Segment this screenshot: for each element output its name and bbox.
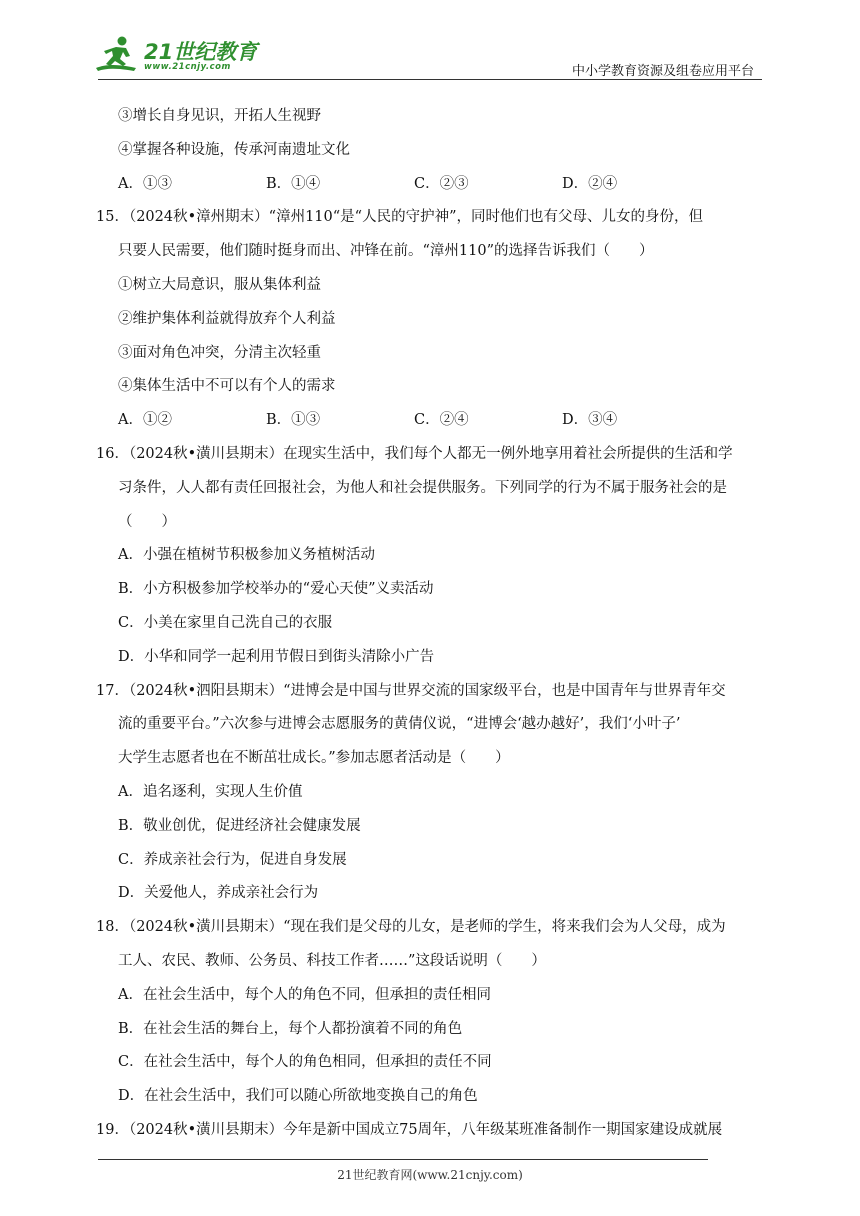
answer-statement: ④掌握各种设施，传承河南遗址文化 xyxy=(118,141,350,158)
question-stem: 大学生志愿者也在不断茁壮成长。”参加志愿者活动是（ ） xyxy=(118,750,510,767)
option-b: B．小方积极参加学校举办的“爱心天使”义卖活动 xyxy=(118,581,434,598)
option-c: C．在社会生活中，每个人的角色相同，但承担的责任不同 xyxy=(118,1054,492,1071)
question-stem: 19．（2024秋•潢川县期末）今年是新中国成立75周年，八年级某班准备制作一期国家建设成就展 xyxy=(96,1121,723,1138)
answer-options xyxy=(118,168,768,202)
option-b: B．敬业创优，促进经济社会健康发展 xyxy=(118,817,361,834)
answer-statement: ③面对角色冲突，分清主次轻重 xyxy=(118,344,321,361)
footer-divider xyxy=(98,1159,708,1160)
option-d: D．小华和同学一起利用节假日到街头清除小广告 xyxy=(118,648,435,665)
question-stem: 16．（2024秋•潢川县期末）在现实生活中，我们每个人都无一例外地享用着社会所提供的生活和学 xyxy=(96,445,733,462)
answer-statement: ③增长自身见识，开拓人生视野 xyxy=(118,108,321,124)
option-a: A．①② xyxy=(118,412,172,429)
option-d: D．②④ xyxy=(562,175,618,192)
option-c: C．小美在家里自己洗自己的衣服 xyxy=(118,614,333,631)
runner-logo-icon xyxy=(92,34,144,78)
answer-statement: ①树立大局意识，服从集体利益 xyxy=(118,276,321,293)
question-stem: 17．（2024秋•泗阳县期末）“进博会是中国与世界交流的国家级平台，也是中国青年与世界青年交 xyxy=(96,682,726,699)
platform-name: 中小学教育资源及组卷应用平台 xyxy=(571,64,754,79)
logo xyxy=(92,34,262,78)
option-a: A．追名逐利，实现人生价值 xyxy=(118,783,303,800)
option-b: B．①④ xyxy=(266,175,321,192)
option-a: A．小强在植树节积极参加义务植树活动 xyxy=(118,547,375,564)
question-stem: 只要人民需要，他们随时挺身而出、冲锋在前。“漳州110”的选择告诉我们（ ） xyxy=(118,243,654,260)
option-c: C．养成亲社会行为，促进自身发展 xyxy=(118,851,347,868)
question-stem: （ ） xyxy=(118,513,176,530)
page-footer: 21世纪教育网(www.21cnjy.com) xyxy=(337,1168,523,1182)
page-header xyxy=(0,0,860,86)
logo-text: 21世纪教育 xyxy=(144,40,258,64)
option-a: A．①③ xyxy=(118,175,172,192)
question-stem: 18．（2024秋•潢川县期末）“现在我们是父母的儿女，是老师的学生，将来我们会为人父母，成为 xyxy=(96,919,726,936)
option-d: D．关爱他人，养成亲社会行为 xyxy=(118,885,319,902)
logo-subtext: www.21cnjy.com xyxy=(144,62,231,72)
option-b: B．①③ xyxy=(266,412,321,429)
option-c: C．②④ xyxy=(414,412,469,429)
question-stem: 流的重要平台。”六次参与进博会志愿服务的黄倩仪说，“进博会‘越办越好’，我们‘小叶子’ xyxy=(118,716,681,733)
answer-options xyxy=(118,404,768,438)
answer-statement: ②维护集体利益就得放弃个人利益 xyxy=(118,310,336,327)
question-stem: 15．（2024秋•漳州期末）“漳州110“是“人民的守护神”，同时他们也有父母、儿女的身份，但 xyxy=(96,209,703,226)
header-divider xyxy=(98,79,762,80)
option-a: A．在社会生活中，每个人的角色不同，但承担的责任相同 xyxy=(118,986,491,1003)
option-c: C．②③ xyxy=(414,175,469,192)
option-b: B．在社会生活的舞台上，每个人都扮演着不同的角色 xyxy=(118,1020,463,1037)
answer-statement: ④集体生活中不可以有个人的需求 xyxy=(118,378,336,395)
question-list xyxy=(96,100,768,1148)
option-d: D．③④ xyxy=(562,412,618,429)
option-d: D．在社会生活中，我们可以随心所欲地变换自己的角色 xyxy=(118,1088,478,1105)
question-stem: 工人、农民、教师、公务员、科技工作者……”这段话说明（ ） xyxy=(118,952,546,969)
question-stem: 习条件，人人都有责任回报社会，为他人和社会提供服务。下列同学的行为不属于服务社会的是 xyxy=(118,479,727,496)
